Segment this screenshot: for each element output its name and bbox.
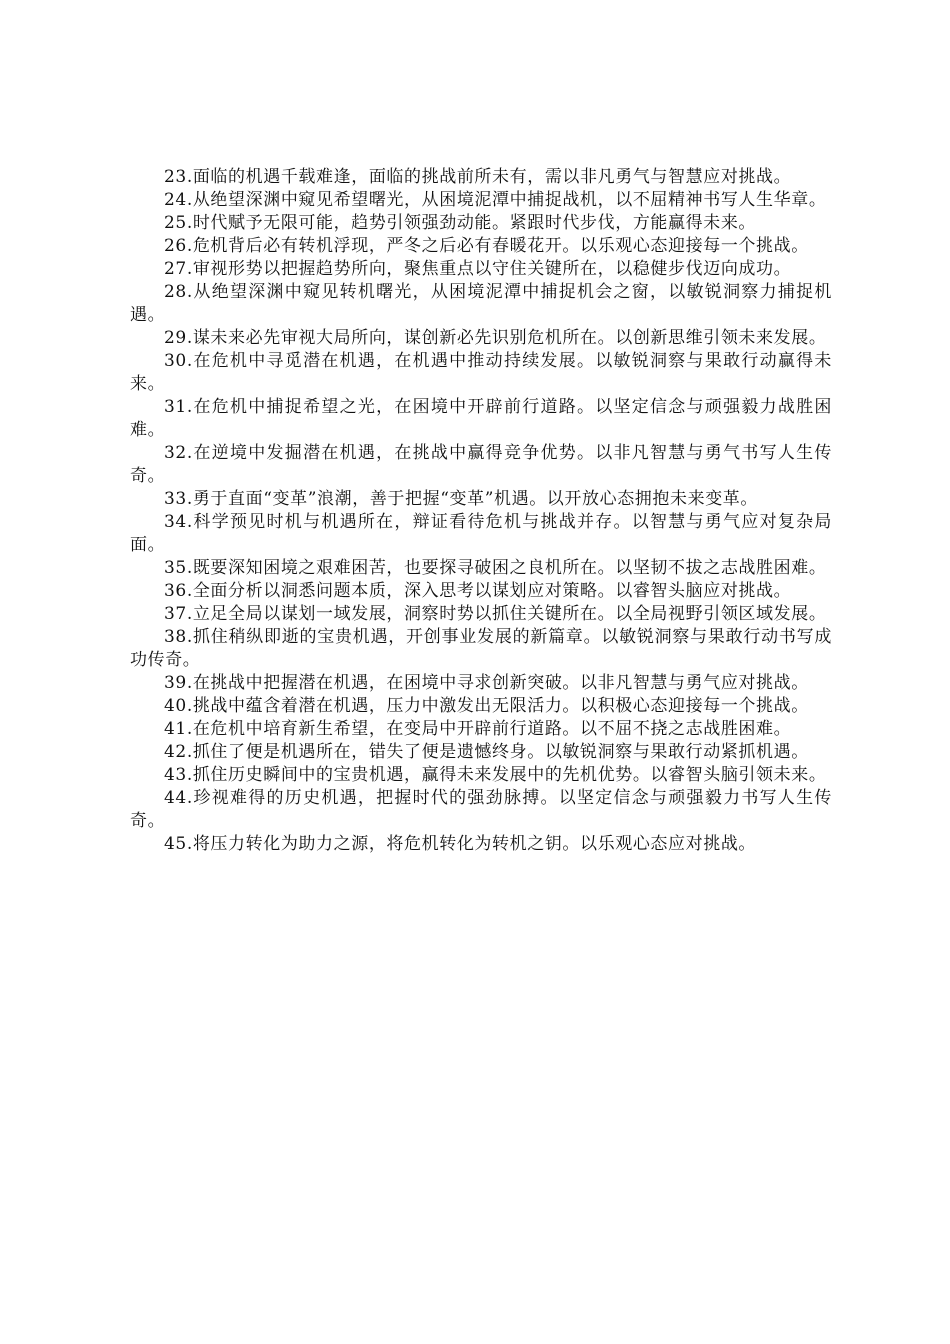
paragraph-42: 42.抓住了便是机遇所在，错失了便是遗憾终身。以敏锐洞察与果敢行动紧抓机遇。	[164, 742, 809, 762]
paragraph-37: 37.立足全局以谋划一域发展，洞察时势以抓住关键所在。以全局视野引领区域发展。	[164, 604, 827, 624]
paragraph-30: 30.在危机中寻觅潜在机遇，在机遇中推动持续发展。以敏锐洞察与果敢行动赢得未来。	[130, 351, 832, 394]
paragraph-35: 35.既要深知困境之艰难困苦，也要探寻破困之良机所在。以坚韧不拔之志战胜困难。	[164, 558, 827, 578]
paragraph-45: 45.将压力转化为助力之源，将危机转化为转机之钥。以乐观心态应对挑战。	[164, 834, 757, 854]
paragraph-40: 40.挑战中蕴含着潜在机遇，压力中激发出无限活力。以积极心态迎接每一个挑战。	[164, 696, 809, 716]
paragraph-44: 44.珍视难得的历史机遇，把握时代的强劲脉搏。以坚定信念与顽强毅力书写人生传奇。	[130, 788, 832, 831]
paragraph-23: 23.面临的机遇千载难逢，面临的挑战前所未有，需以非凡勇气与智慧应对挑战。	[164, 167, 792, 187]
paragraph-36: 36.全面分析以洞悉问题本质，深入思考以谋划应对策略。以睿智头脑应对挑战。	[164, 581, 792, 601]
paragraph-28: 28.从绝望深渊中窥见转机曙光，从困境泥潭中捕捉机会之窗，以敏锐洞察力捕捉机遇。	[130, 282, 832, 325]
paragraph-25: 25.时代赋予无限可能，趋势引领强劲动能。紧跟时代步伐，方能赢得未来。	[164, 213, 757, 233]
paragraph-39: 39.在挑战中把握潜在机遇，在困境中寻求创新突破。以非凡智慧与勇气应对挑战。	[164, 673, 809, 693]
document-body	[130, 166, 832, 856]
paragraph-26: 26.危机背后必有转机浮现，严冬之后必有春暖花开。以乐观心态迎接每一个挑战。	[164, 236, 809, 256]
paragraph-31: 31.在危机中捕捉希望之光，在困境中开辟前行道路。以坚定信念与顽强毅力战胜困难。	[130, 397, 832, 440]
paragraph-38: 38.抓住稍纵即逝的宝贵机遇，开创事业发展的新篇章。以敏锐洞察与果敢行动书写成功传奇。	[130, 627, 832, 670]
paragraph-43: 43.抓住历史瞬间中的宝贵机遇，赢得未来发展中的先机优势。以睿智头脑引领未来。	[164, 765, 827, 785]
paragraph-32: 32.在逆境中发掘潜在机遇，在挑战中赢得竞争优势。以非凡智慧与勇气书写人生传奇。	[130, 443, 832, 486]
paragraph-41: 41.在危机中培育新生希望，在变局中开辟前行道路。以不屈不挠之志战胜困难。	[164, 719, 792, 739]
paragraph-27: 27.审视形势以把握趋势所向，聚焦重点以守住关键所在，以稳健步伐迈向成功。	[164, 259, 792, 279]
paragraph-34: 34.科学预见时机与机遇所在，辩证看待危机与挑战并存。以智慧与勇气应对复杂局面。	[130, 512, 832, 555]
paragraph-29: 29.谋未来必先审视大局所向，谋创新必先识别危机所在。以创新思维引领未来发展。	[164, 328, 827, 348]
paragraph-33: 33.勇于直面“变革”浪潮，善于把握“变革”机遇。以开放心态拥抱未来变革。	[164, 489, 758, 509]
paragraph-24: 24.从绝望深渊中窥见希望曙光，从困境泥潭中捕捉战机，以不屈精神书写人生华章。	[164, 190, 827, 210]
